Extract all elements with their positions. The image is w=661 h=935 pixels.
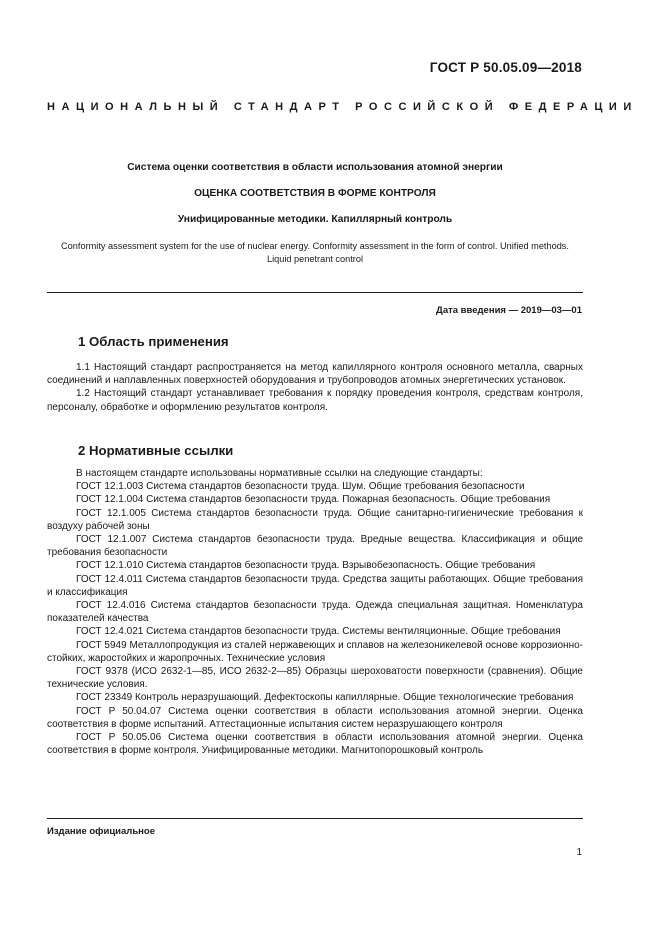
introduction-date: Дата введения — 2019—03—01 <box>436 305 582 316</box>
document-code: ГОСТ Р 50.05.09—2018 <box>429 60 582 75</box>
section-1-heading: 1 Область применения <box>78 334 229 349</box>
reference-item: ГОСТ 12.1.010 Система стандартов безопасности труда. Взрывобезопасность. Общие требования <box>76 560 536 572</box>
section-2-body <box>47 467 583 757</box>
document-part-title: Унифицированные методики. Капиллярный контроль <box>177 214 453 225</box>
document-subtitle: ОЦЕНКА СООТВЕТСТВИЯ В ФОРМЕ КОНТРОЛЯ <box>194 188 436 199</box>
reference-item: ГОСТ 5949 Металлопродукция из сталей нержавеющих и сплавов на железоникелевой основе коррозионно-стойких, жаростойких и жаропрочных. Технические условия <box>47 639 583 664</box>
national-standard-banner: НАЦИОНАЛЬНЫЙ СТАНДАРТ РОССИЙСКОЙ ФЕДЕРАЦИИ <box>47 101 638 113</box>
references-intro: В настоящем стандарте использованы нормативные ссылки на следующие стандарты: <box>76 468 483 479</box>
reference-item: ГОСТ Р 50.04.07 Система оценки соответствия в области использования атомной энергии. Оценка соответствия в форме испытаний. Аттестационные испытания систем неразрушающего контроля <box>47 705 583 730</box>
reference-item: ГОСТ 12.4.021 Система стандартов безопасности труда. Системы вентиляционные. Общие требования <box>76 626 561 638</box>
reference-item: ГОСТ 12.4.016 Система стандартов безопасности труда. Одежда специальная защитная. Номенклатура показателей качества <box>47 600 583 625</box>
reference-item: ГОСТ 12.1.005 Система стандартов безопасности труда. Общие санитарно-гигиенические требования к воздуху рабочей зоны <box>47 507 583 532</box>
paragraph: 1.1 Настоящий стандарт распространяется на метод капиллярного контроля основного металла, сварных соединений и наплавленных поверхностей оборудования и трубопроводов атомных энергетических установок. <box>47 362 583 387</box>
reference-item: ГОСТ 12.1.007 Система стандартов безопасности труда. Вредные вещества. Классификация и общие требования безопасности <box>47 534 583 559</box>
paragraph: 1.2 Настоящий стандарт устанавливает требования к порядку проведения контроля, средствам контроля, персоналу, обработке и оформлению результатов контроля. <box>47 388 583 413</box>
page-number: 1 <box>576 847 582 858</box>
section-1-body <box>47 361 583 414</box>
document-title: Система оценки соответствия в области использования атомной энергии <box>127 162 503 173</box>
footer-divider <box>47 818 583 819</box>
reference-item: ГОСТ 12.1.004 Система стандартов безопасности труда. Пожарная безопасность. Общие требования <box>76 494 551 506</box>
reference-item: ГОСТ 9378 (ИСО 2632-1—85, ИСО 2632-2—85) Образцы шероховатости поверхности (сравнения). Общие технические условия. <box>47 666 583 691</box>
reference-item: ГОСТ 12.4.011 Система стандартов безопасности труда. Средства защиты работающих. Общие требования и классификация <box>47 573 583 598</box>
reference-item: ГОСТ 12.1.003 Система стандартов безопасности труда. Шум. Общие требования безопасности <box>76 481 525 493</box>
english-title: Conformity assessment system for the use of nuclear energy. Conformity assessment in the form of control. Unified methods. Liquid penetrant control <box>61 241 569 264</box>
edition-label: Издание официальное <box>47 826 155 837</box>
header-divider <box>47 292 583 293</box>
reference-item: ГОСТ 23349 Контроль неразрушающий. Дефектоскопы капиллярные. Общие технологические требования <box>76 692 574 704</box>
reference-item: ГОСТ Р 50.05.06 Система оценки соответствия в области использования атомной энергии. Оценка соответствия в форме контроля. Унифицированные методики. Магнитопорошковый контроль <box>47 732 583 757</box>
section-2-heading: 2 Нормативные ссылки <box>78 443 234 458</box>
